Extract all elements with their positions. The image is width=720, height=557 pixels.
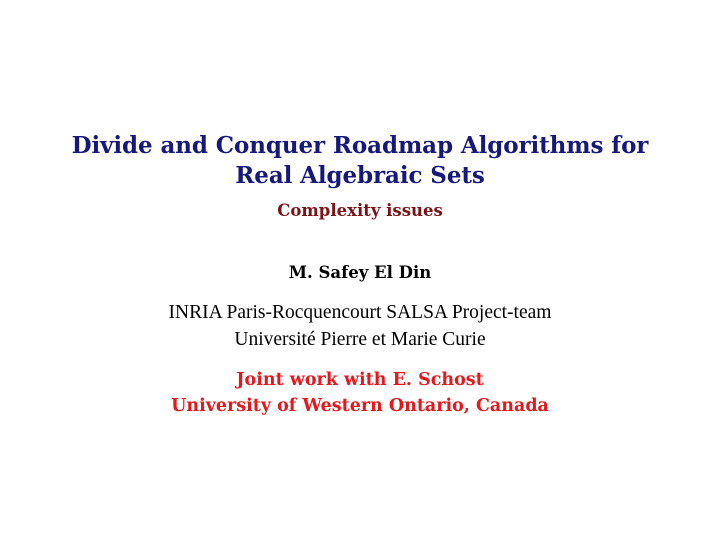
joint-line-1: Joint work with E. Schost (236, 370, 484, 390)
joint-line-2: University of Western Ontario, Canada (171, 396, 549, 416)
affiliation-line-2: Université Pierre et Marie Curie (234, 329, 486, 350)
slide-title (0, 131, 720, 191)
author-name: M. Safey El Din (288, 263, 432, 282)
author-affiliation (0, 299, 720, 353)
slide-subtitle: Complexity issues (277, 201, 443, 220)
title-line-2: Real Algebraic Sets (235, 162, 485, 189)
joint-work-note (0, 367, 720, 419)
affiliation-line-1: INRIA Paris-Rocquencourt SALSA Project-team (168, 302, 552, 323)
title-line-1: Divide and Conquer Roadmap Algorithms for (71, 132, 649, 159)
